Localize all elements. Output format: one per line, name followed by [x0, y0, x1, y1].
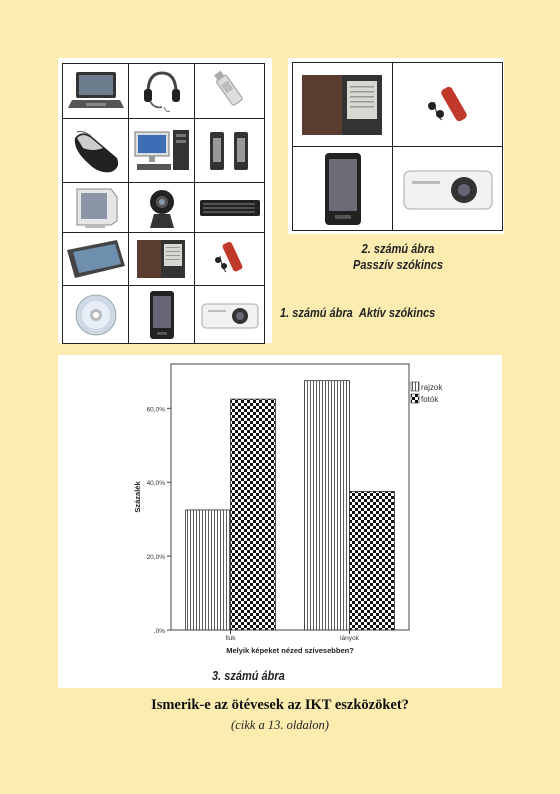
- mouse-icon: [63, 119, 129, 183]
- bar-chart: [58, 355, 502, 688]
- webcam-icon: [129, 183, 195, 233]
- legend-label-rajzok: rajzok: [421, 383, 443, 392]
- crt-monitor-icon: [63, 183, 129, 233]
- keyboard-icon: [195, 183, 265, 233]
- mobile-phone-icon: [293, 147, 393, 231]
- y-tick-label: 20,0%: [146, 554, 165, 562]
- y-tick-label: ,0%: [153, 628, 165, 635]
- desktop-pc-icon: [129, 119, 195, 183]
- bar-fotók-0: [231, 399, 276, 630]
- x-tick-label: fiúk: [225, 635, 236, 642]
- bar-fotók-1: [350, 491, 395, 630]
- figure-2-caption: 2. számú ábra Passzív szókincs: [353, 242, 443, 272]
- ebook-reader-icon: [129, 233, 195, 286]
- article-reference: (cikk a 13. oldalon): [231, 718, 329, 732]
- x-axis-label: Melyik képeket nézed szívesebben?: [226, 646, 354, 655]
- x-tick-label: lányok: [340, 635, 359, 642]
- legend-label-fotók: fotók: [421, 395, 439, 404]
- figure-1-caption: 1. számú ábra Aktív szókincs: [280, 306, 436, 320]
- y-tick-label: 40,0%: [146, 480, 165, 488]
- figure-2-grid: [292, 62, 503, 231]
- legend-swatch-fotók: [411, 394, 419, 403]
- article-title: Ismerik-e az ötévesek az IKT eszközöket?: [151, 697, 409, 713]
- mobile-phone-icon: [129, 286, 195, 344]
- mp3-player-icon: [195, 233, 265, 286]
- speakers-icon: [195, 119, 265, 183]
- y-axis-label: Százalék: [133, 481, 142, 513]
- mp3-player-icon: [393, 63, 503, 147]
- ebook-reader-icon: [293, 63, 393, 147]
- figure-1-grid: [62, 63, 265, 344]
- legend-swatch-rajzok: [411, 382, 419, 391]
- laptop-icon: [63, 64, 129, 119]
- usb-stick-icon: [195, 64, 265, 119]
- headset-icon: [129, 64, 195, 119]
- bar-rajzok-1: [305, 381, 350, 630]
- cd-icon: [63, 286, 129, 344]
- projector-icon: [393, 147, 503, 231]
- figure-3-caption: 3. számú ábra: [212, 669, 285, 683]
- projector-icon: [195, 286, 265, 344]
- tablet-icon: [63, 233, 129, 286]
- bar-rajzok-0: [186, 510, 231, 630]
- y-tick-label: 60,0%: [146, 406, 165, 414]
